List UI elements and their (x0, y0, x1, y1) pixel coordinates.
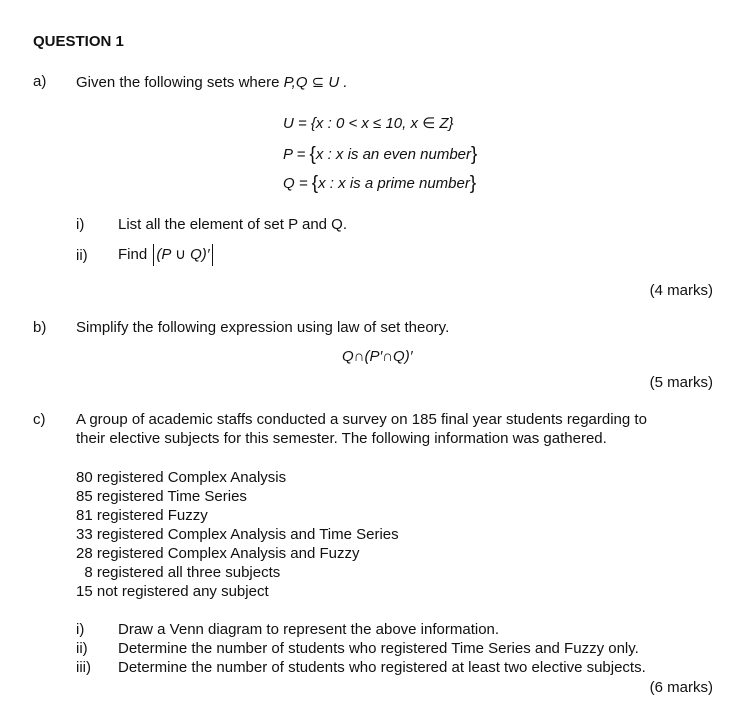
question-title: QUESTION 1 (33, 33, 124, 50)
part-c-sub-iii-label: iii) (76, 659, 91, 676)
survey-info-item: 33 registered Complex Analysis and Time Series (76, 526, 399, 543)
part-b-text: Simplify the following expression using law of set theory. (76, 319, 450, 336)
set-p-text: is an even number (347, 146, 471, 163)
survey-info-item: 80 registered Complex Analysis (76, 469, 287, 486)
survey-info-list (76, 468, 399, 601)
set-q-text: is a prime number (349, 175, 470, 192)
part-a-intro-text: Given the following sets where (76, 74, 280, 91)
set-p-lhs: P = (283, 146, 310, 163)
part-a-sub-i-text: List all the element of set P and Q. (118, 216, 348, 233)
part-c-sub-ii-label: ii) (76, 640, 88, 657)
survey-info-item: 85 registered Time Series (76, 488, 247, 505)
part-b-expression: Q∩(P′∩Q)′ (342, 348, 413, 365)
part-c-sub-iii-text: Determine the number of students who registered at least two elective subjects. (118, 659, 646, 676)
part-a-label: a) (33, 73, 47, 90)
survey-info-item: 28 registered Complex Analysis and Fuzzy (76, 545, 360, 562)
cardinality-expression: (P ∪ Q)′ (156, 246, 210, 263)
survey-info-item: 15 not registered any subject (76, 583, 269, 600)
abs-bar-left (153, 244, 154, 266)
set-q-lhs: Q = (283, 175, 312, 192)
part-a-sub-i-label: i) (76, 216, 85, 233)
part-a-marks: (4 marks) (649, 282, 713, 299)
set-p-var: x : x (315, 146, 344, 163)
survey-info-item: 8 registered all three subjects (76, 564, 281, 581)
part-c-line-2: their elective subjects for this semester. The following information was gathered. (76, 430, 607, 447)
part-c-sub-i-label: i) (76, 621, 85, 638)
part-a-intro-math: P,Q ⊆ U . (283, 74, 348, 91)
part-c-label: c) (33, 411, 46, 428)
part-a-sub-ii-label: ii) (76, 247, 88, 264)
part-c-sub-ii-text: Determine the number of students who registered Time Series and Fuzzy only. (118, 640, 639, 657)
part-b-marks: (5 marks) (649, 374, 713, 391)
part-b-label: b) (33, 319, 47, 336)
set-u-definition: U = {x : 0 < x ≤ 10, x ∈ Z} (283, 115, 454, 132)
part-a-intro (76, 73, 348, 91)
set-q-var: x : x (318, 175, 346, 192)
set-q-definition: Q = {x : x is a prime number} (283, 173, 477, 194)
part-c-line-1: A group of academic staffs conducted a survey on 185 final year students regarding to (76, 411, 647, 428)
abs-bar-right (212, 244, 213, 266)
part-a-sub-ii (118, 241, 215, 269)
part-c-marks: (6 marks) (649, 679, 713, 696)
survey-info-item: 81 registered Fuzzy (76, 507, 208, 524)
set-p-definition: P = {x : x is an even number} (283, 144, 478, 165)
part-c-sub-i-text: Draw a Venn diagram to represent the above information. (118, 621, 500, 638)
part-a-sub-ii-text: Find (118, 246, 148, 263)
